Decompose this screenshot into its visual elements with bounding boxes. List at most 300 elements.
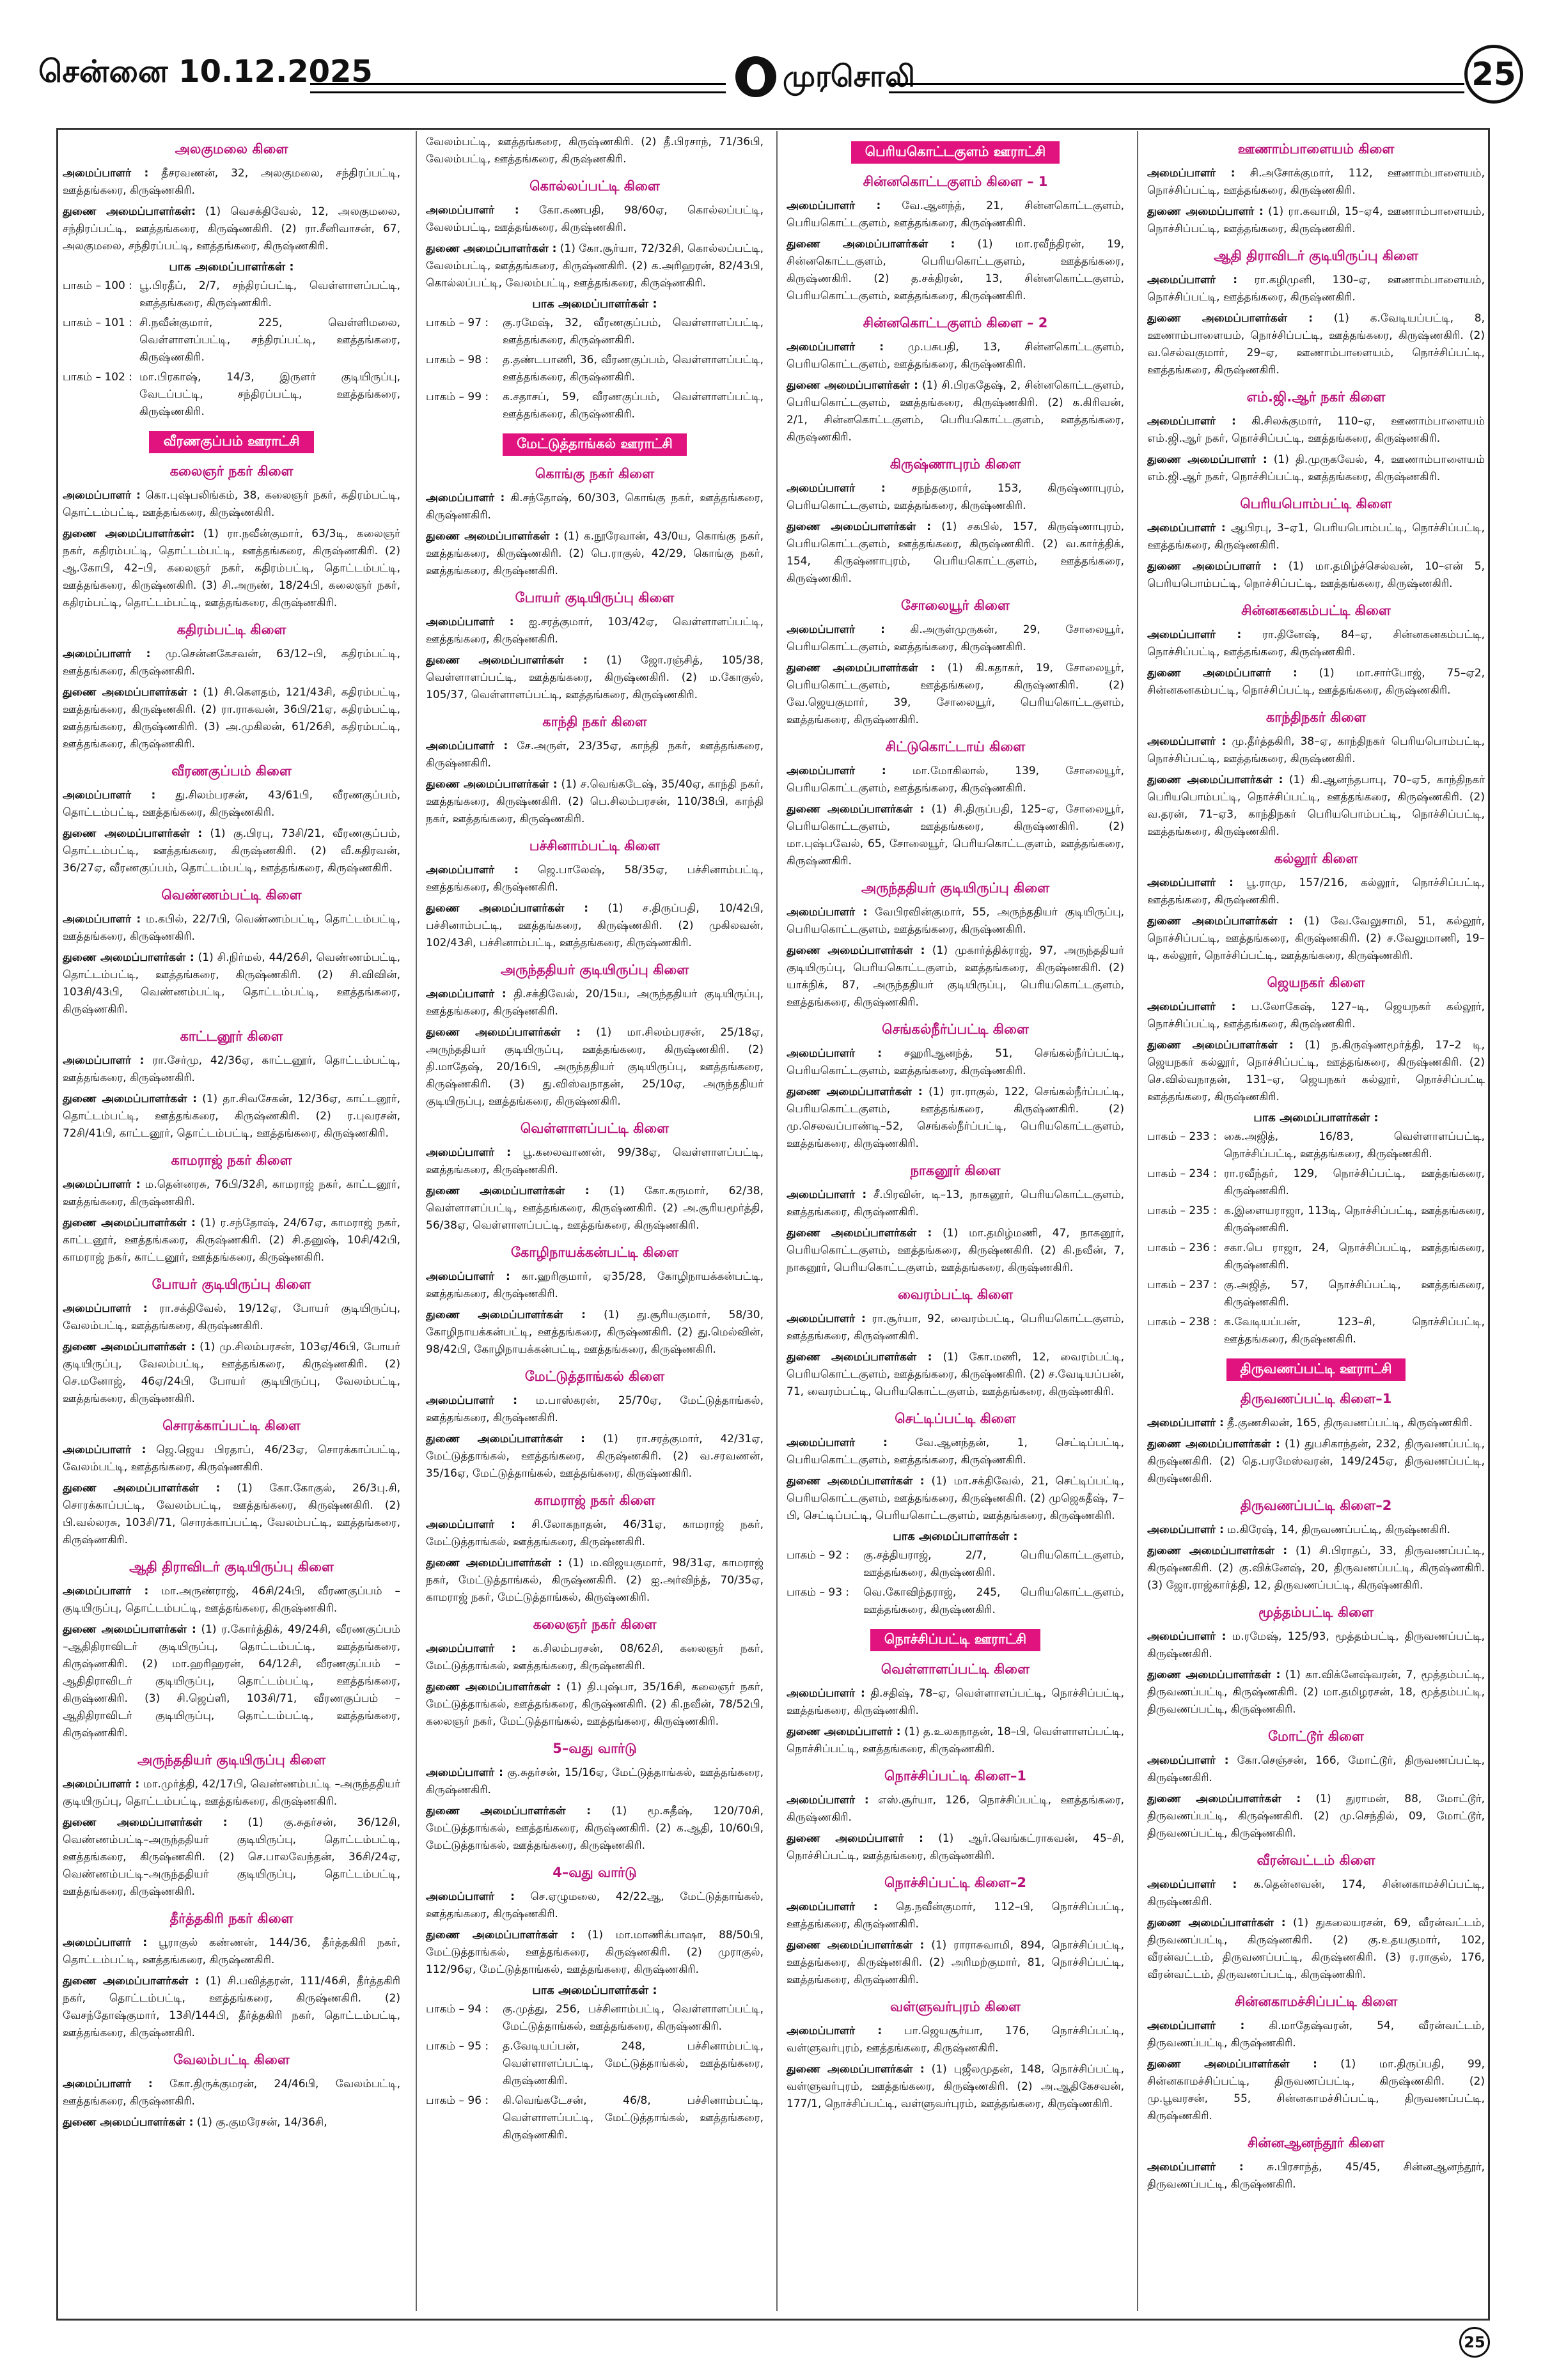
- organizer-entry: [787, 1937, 1124, 1989]
- organizer-details: (1) ந.கிருஷ்ணமூர்த்தி, 17–2 டி, ஜெயநகர் கல்லூர், நொச்சிப்பட்டி, ஊத்தங்கரை, கிருஷ்ணகிரி. (2) செ.வில்வநாதன், 131–ஏ, ஜெயநகர் கல்லூர், நொச்சிப்பட்டி ஊத்தங்கரை, கிருஷ்ணகிரி.: [1147, 1039, 1485, 1103]
- role-label: துணை அமைப்பாளர் :: [787, 1725, 901, 1738]
- organizer-details: தி.சக்திவேல், 20/15ய, அருந்ததியர் குடியிருப்பு, ஊத்தங்கரை, கிருஷ்ணகிரி.: [426, 988, 764, 1018]
- role-label: அமைப்பாளர் :: [63, 1302, 148, 1315]
- organizer-details: (1) கா.விக்னேஷ்வரன், 7, மூத்தம்பட்டி, திருவணப்பட்டி, கிருஷ்ணகிரி. (2) மா.தமிழரசன், 18, மூத்தம்பட்டி, திருவணப்பட்டி, கிருஷ்ணகிரி.: [1147, 1668, 1485, 1716]
- role-label: துணை அமைப்பாளர் :: [1147, 205, 1264, 218]
- organizer-entry: [63, 684, 400, 753]
- role-label: அமைப்பாளர் :: [1147, 522, 1226, 534]
- organizer-details: மு.தீர்த்தகிரி, 38–ஏ, காந்திநகர் பெரியபொம்பட்டி, நொச்சிப்பட்டி, ஊத்தங்கரை, கிருஷ்ணகிரி.: [1147, 735, 1485, 765]
- organizer-entry: [63, 165, 400, 199]
- organizer-entry: [1147, 520, 1485, 554]
- branch-heading: மேட்டுத்தாங்கல் கிளை: [524, 1369, 665, 1384]
- organizer-details: வேலம்பட்டி, ஊத்தங்கரை, கிருஷ்ணகிரி. (2) தீ.பிரசாந், 71/36பி, வேலம்பட்டி, ஊத்தங்கரை, கிருஷ்ணகிரி.: [426, 136, 764, 166]
- organizer-entry: [1147, 310, 1485, 379]
- role-label: அமைப்பாளர் :: [63, 913, 141, 926]
- organizer-details: (1) சி.பிராதப், 33, திருவணப்பட்டி, கிருஷ்ணகிரி. (2) கு.விக்னேஷ், 20, திருவணப்பட்டி, கிருஷ்ணகிரி. (3) ஜோ.ராஜ்கார்த்தி, 12, திருவணப்பட்டி, கிருஷ்ணகிரி.: [1147, 1544, 1485, 1592]
- column-divider: [776, 131, 778, 2311]
- booth-number: பாகம் – 238 :: [1147, 1316, 1217, 1328]
- organizer-entry: [1147, 1521, 1485, 1539]
- role-label: அமைப்பாளர் :: [426, 204, 519, 217]
- role-label: அமைப்பாளர் :: [1147, 167, 1235, 180]
- booth-organizer: த.தண்டபாணி, 36, வீரணகுப்பம், வெள்ளாளப்பட்டி, ஊத்தங்கரை, கிருஷ்ணகிரி.: [503, 354, 764, 384]
- role-label: அமைப்பாளர் :: [426, 1146, 511, 1159]
- branch-heading: சின்னகொட்டகுளம் கிளை – 2: [863, 315, 1048, 331]
- booth-number: பாகம் – 233 :: [1147, 1130, 1217, 1143]
- role-label: அமைப்பாளர் :: [1147, 2019, 1245, 2032]
- branch-heading: போயர் குடியிருப்பு கிளை: [152, 1277, 311, 1292]
- union-heading-wrap: [787, 141, 1124, 164]
- organizer-entry: [426, 1927, 764, 1979]
- branch-heading: வேலம்பட்டி கிளை: [173, 2052, 290, 2067]
- organizer-details: எஸ்.சூர்யா, 126, நொச்சிப்பட்டி, ஊத்தங்கரை, கிருஷ்ணகிரி.: [787, 1794, 1124, 1824]
- organizer-details: மு.சென்னகேசவன், 63/12–பி, கதிரம்பட்டி, ஊத்தங்கரை, கிருஷ்ணகிரி.: [63, 648, 400, 678]
- organizer-details: ஐ.சரத்குமார், 103/42ஏ, வெள்ளாளப்பட்டி, ஊத்தங்கரை, கிருஷ்ணகிரி.: [426, 616, 764, 646]
- booth-subheading: பாக அமைப்பாளர்கள் :: [1253, 1111, 1379, 1124]
- organizer-details: கி.மாதேஷ்வரன், 54, வீரன்வட்டம், திருவணப்பட்டி, கிருஷ்ணகிரி.: [1147, 2019, 1485, 2049]
- branch-heading: போயர் குடியிருப்பு கிளை: [515, 590, 675, 605]
- role-label: அமைப்பாளர் :: [426, 492, 505, 504]
- organizer-entry: [1147, 913, 1485, 965]
- organizer-details: (1) தா.சிவசேகன், 12/36ஏ, காட்டனூர், தொட்டம்பட்டி, ஊத்தங்கரை, கிருஷ்ணகிரி. (2) ர.புவரசன், 72சி/41பி, காட்டனூர், தொட்டம்பட்டி, ஊத்தங்கரை, கிருஷ்ணகிரி.: [63, 1093, 400, 1140]
- organizer-details: க.சிலம்பரசன், 08/62சி, கலைஞர் நகர், மேட்டுத்தாங்கல், ஊத்தங்கரை, கிருஷ்ணகிரி.: [426, 1642, 764, 1672]
- organizer-details: மா.முர்த்தி, 42/17பி, வெண்ணம்பட்டி –அருந்ததியர் குடியிருப்பு, தொட்டம்பட்டி, ஊத்தங்கரை, கிருஷ்ணகிரி.: [63, 1778, 400, 1808]
- role-label: அமைப்பாளர் :: [1147, 1878, 1237, 1891]
- branch-heading: வள்ளுவர்புரம் கிளை: [890, 1999, 1021, 2014]
- booth-number: பாகம் – 235 :: [1147, 1204, 1217, 1217]
- role-label: துணை அமைப்பாளர்கள் :: [1147, 1438, 1280, 1451]
- booth-organizer: கு.முத்து, 256, பச்சினாம்பட்டி, வெள்ளாளப்பட்டி, மேட்டுத்தாங்கல், ஊத்தங்கரை, கிருஷ்ணகிரி.: [503, 2003, 764, 2033]
- branch-heading: 5–வது வார்டு: [552, 1741, 637, 1756]
- role-label: அமைப்பாளர் :: [63, 789, 156, 802]
- organizer-entry: [787, 2023, 1124, 2057]
- masthead: [38, 45, 1516, 115]
- organizer-entry: [1147, 875, 1485, 909]
- booth-row: [63, 277, 400, 312]
- role-label: துணை அமைப்பாளர்கள் :: [63, 1975, 200, 1987]
- organizer-entry: [1147, 558, 1485, 593]
- branch-heading: அலகுமலை கிளை: [175, 141, 288, 157]
- organizer-details: ரா.சூர்யா, 92, வைரம்பட்டி, பெரியகொட்டகுளம், ஊத்தங்கரை, கிருஷ்ணகிரி.: [787, 1312, 1124, 1342]
- role-label: அமைப்பாளர் :: [1147, 415, 1236, 428]
- role-label: துணை அமைப்பாளர்கள் :: [787, 1227, 932, 1240]
- organizer-entry: [787, 236, 1124, 305]
- role-label: அமைப்பாளர் :: [63, 1054, 145, 1067]
- role-label: துணை அமைப்பாளர்கள் :: [426, 778, 558, 791]
- union-heading-wrap: [787, 1629, 1124, 1651]
- organizer-details: (1) ரா.ராகுல், 122, செங்கல்நீர்ப்பட்டி, பெரியகொட்டகுளம், ஊத்தங்கரை, கிருஷ்ணகிரி. (2) மு.செலவப்பாண்டி–52, செங்கல்நீர்ப்பட்டி, பெரியகொட்டகுளம், ஊத்தங்கரை, கிருஷ்ணகிரி.: [787, 1085, 1124, 1150]
- role-label: அமைப்பாளர் :: [63, 2078, 153, 2090]
- organizer-entry: [426, 1183, 764, 1234]
- organizer-details: (1) ராராசுவாமி, 894, நொச்சிப்பட்டி, ஊத்தங்கரை, கிருஷ்ணகிரி. (2) அரிமற்குமார், 81, நொச்சிப்பட்டி, ஊத்தங்கரை, கிருஷ்ணகிரி.: [787, 1939, 1124, 1986]
- booth-organizer: கு.சத்தியராஜ், 2/7, பெரியகொட்டகுளம், ஊத்தங்கரை, கிருஷ்ணகிரி.: [863, 1549, 1124, 1579]
- organizer-entry: [787, 763, 1124, 797]
- organizer-details: (1) கு.சுதர்சன், 36/12சி, வெண்ணம்பட்டி–அருந்ததியர் குடியிருப்பு, தொட்டம்பட்டி, ஊத்தங்கரை, கிருஷ்ணகிரி. (2) செ.பாலவேந்தன், 36சி/24ஏ, வெண்ணம்பட்டி–அருந்ததியர் குடியிருப்பு, தொட்டம்பட்டி, ஊத்தங்கரை, கிருஷ்ணகிரி.: [63, 1816, 400, 1898]
- organizer-entry: [1147, 733, 1485, 768]
- booth-number: பாகம் – 94 :: [426, 2003, 489, 2016]
- organizer-entry: [1147, 1037, 1485, 1106]
- booth-row: [426, 315, 764, 349]
- booth-row: [1147, 1202, 1485, 1237]
- organizer-entry: [1147, 772, 1485, 841]
- branch-heading: வெள்ளாளப்பட்டி கிளை: [520, 1121, 670, 1136]
- role-label: அமைப்பாளர் :: [1147, 1630, 1226, 1643]
- organizer-details: வேபிரவின்குமார், 55, அருந்ததியர் குடியிருப்பு, பெரியகொட்டகுளம், ஊத்தங்கரை, கிருஷ்ணகிரி.: [787, 906, 1124, 936]
- organizer-details: (1) மா.சிலம்பரசன், 25/18ஏ, அருந்ததியர் குடியிருப்பு, ஊத்தங்கரை, கிருஷ்ணகிரி. (2) தி.மாதேஷ், 20/16பி, அருந்ததியர் குடியிருப்பு, ஊத்தங்கரை, கிருஷ்ணகிரி. (3) து.விஸ்வநாதன், 25/10ஏ, அருந்ததியர் குடியிருப்பு, ஊத்தங்கரை, கிருஷ்ணகிரி.: [426, 1026, 764, 1108]
- column-divider: [1137, 131, 1138, 2311]
- branch-heading: வீரணகுப்பம் கிளை: [171, 763, 292, 779]
- organizer-details: க.தென்னவன், 174, சின்னகாமச்சிப்பட்டி, கிருஷ்ணகிரி.: [1147, 1878, 1485, 1908]
- branch-heading: 4–வது வார்டு: [552, 1865, 637, 1880]
- organizer-details: தெ.நவீன்குமார், 112–பி, நொச்சிப்பட்டி, ஊத்தங்கரை, கிருஷ்ணகிரி.: [787, 1901, 1124, 1931]
- organizer-details: (1) கி.கதாகர், 19, சோலையூர், பெரியகொட்டகுளம், ஊத்தங்கரை, கிருஷ்ணகிரி. (2) வே.ஜெயகுமார், 39, சோலையூர், பெரியகொட்டகுளம், ஊத்தங்கரை, கிருஷ்ணகிரி.: [787, 662, 1124, 726]
- role-label: அமைப்பாளர் :: [787, 2025, 882, 2037]
- role-label: துணை அமைப்பாளர்கள் :: [787, 379, 918, 392]
- branch-heading: காமராஜ் நகர் கிளை: [171, 1153, 292, 1168]
- organizer-entry: [63, 2076, 400, 2110]
- role-label: துணை அமைப்பாளர்கள் :: [63, 686, 198, 699]
- organizer-details: (1) துபசிகாந்தன், 232, திருவணப்பட்டி, கிருஷ்ணகிரி. (2) தெ.பரமேஸ்வரன், 149/245ஏ, திருவணப்பட்டி, கிருஷ்ணகிரி.: [1147, 1438, 1485, 1485]
- role-label: அமைப்பாளர் :: [63, 1443, 146, 1456]
- organizer-entry: [787, 339, 1124, 373]
- role-label: துணை அமைப்பாளர்கள் :: [787, 662, 936, 674]
- organizer-details: (1) துராமன், 88, மோட்டூர், திருவணப்பட்டி, கிருஷ்ணகிரி. (2) மு.செந்தில், 09, மோட்டூர், திருவணப்பட்டி, கிருஷ்ணகிரி.: [1147, 1793, 1485, 1840]
- role-label: அமைப்பாளர் :: [1147, 1000, 1236, 1013]
- organizer-details: ரா.கழிமுனி, 130–ஏ, ஊணாம்பாளையம், நொச்சிப்பட்டி, ஊத்தங்கரை, கிருஷ்ணகிரி.: [1147, 274, 1485, 304]
- organizer-details: (1) கோ.கோகுல், 26/3பு.சி, சொரக்காப்பட்டி, வேலம்பட்டி, ஊத்தங்கரை, கிருஷ்ணகிரி. (2) பி.வல்லரசு, 103சி/71, சொரக்காப்பட்டி, வேலம்பட்டி, ஊத்தங்கரை, கிருஷ்ணகிரி.: [63, 1482, 400, 1546]
- organizer-entry: [1147, 451, 1485, 486]
- organizer-details: (1) கோ.மணி, 12, வைரம்பட்டி, பெரியகொட்டகுளம், ஊத்தங்கரை, கிருஷ்ணகிரி. (2) ச.வேடியப்பன், 71, வைரம்பட்டி, பெரியகொட்டகுளம், ஊத்தங்கரை, கிருஷ்ணகிரி.: [787, 1351, 1124, 1398]
- role-label: அமைப்பாளர் :: [426, 988, 506, 1000]
- organizer-details: (1) மூ.சுதீஷ், 120/70சி, மேட்டுத்தாங்கல், ஊத்தங்கரை, கிருஷ்ணகிரி. (2) க.ஆதி, 10/60பி, மேட்டுத்தாங்கல், ஊத்தங்கரை, கிருஷ்ணகிரி.: [426, 1805, 764, 1852]
- organizer-entry: [787, 1723, 1124, 1758]
- organizer-details: (1) சகபில், 157, கிருஷ்ணாபுரம், பெரியகொட்டகுளம், ஊத்தங்கரை, கிருஷ்ணகிரி. (2) வ.கார்த்திக், 154, கிருஷ்ணாபுரம், பெரியகொட்டகுளம், ஊத்தங்கரை, கிருஷ்ணகிரி.: [787, 520, 1124, 585]
- role-label: அமைப்பாளர் :: [787, 906, 868, 919]
- organizer-details: ம.கிரேஷ், 14, திருவணப்பட்டி, கிருஷ்ணகிரி.: [1223, 1523, 1450, 1536]
- organizer-details: (1) கு.பிரபு, 73சி/21, வீரணகுப்பம், தொட்டம்பட்டி, ஊத்தங்கரை, கிருஷ்ணகிரி. (2) வீ.கதிரவன், 36/27ஏ, வீரணகுப்பம், தொட்டம்பட்டி, ஊத்தங்கரை, கிருஷ்ணகிரி.: [63, 827, 400, 875]
- booth-number: பாகம் – 99 :: [426, 391, 489, 403]
- role-label: அமைப்பாளர் :: [63, 167, 149, 180]
- booth-number: பாகம் – 100 :: [63, 279, 132, 292]
- organizer-details: (1) ரா.நவீன்குமார், 63/3டி, கலைஞர் நகர், கதிரம்பட்டி, தொட்டம்பட்டி, ஊத்தங்கரை, கிருஷ்ணகிரி. (2) ஆ.கோபி, 42–பி, கலைஞர் நகர், கதிரம்பட்டி, தொட்டம்பட்டி, ஊத்தங்கரை, கிருஷ்ணகிரி. (3) சி.அருண், 18/24பி, கலைஞர் நகர், கதிரம்பட்டி, தொட்டம்பட்டி, ஊத்தங்கரை, கிருஷ்ணகிரி.: [63, 527, 400, 609]
- organizer-entry: [63, 1776, 400, 1810]
- branch-heading: கொங்கு நகர் கிளை: [535, 466, 655, 481]
- organizer-details: கோ.கணபதி, 98/60ஏ, கொல்லப்பட்டி, வேலம்பட்டி, ஊத்தங்கரை, கிருஷ்ணகிரி.: [426, 204, 764, 234]
- booth-number: பாகம் – 236 :: [1147, 1241, 1217, 1254]
- organizer-details: பூராகுல் கண்ணன், 144/36, தீர்த்தகிரி நகர், தொட்டம்பட்டி, ஊத்தங்கரை, கிருஷ்ணகிரி.: [63, 1936, 400, 1966]
- organizer-entry: [426, 1431, 764, 1482]
- role-label: துணை அமைப்பாளர்கள் :: [426, 1805, 591, 1817]
- union-heading-wrap: [63, 431, 400, 453]
- role-label: துணை அமைப்பாளர்கள் :: [1147, 312, 1313, 325]
- branch-heading: காமராஜ் நகர் கிளை: [534, 1493, 655, 1508]
- organizer-entry: [426, 1268, 764, 1303]
- organizer-entry: [426, 614, 764, 648]
- branch-heading: செங்கல்நீர்ப்பட்டி கிளை: [882, 1022, 1029, 1037]
- organizer-details: தீசரவணன், 32, அலகுமலை, சந்திரப்பட்டி, ஊத்தங்கரை, கிருஷ்ணகிரி.: [63, 167, 400, 197]
- column-1: [63, 131, 400, 2311]
- role-label: துணை அமைப்பாளர் :: [1147, 453, 1267, 466]
- organizer-entry: [63, 1480, 400, 1549]
- organizer-entry: [787, 2061, 1124, 2113]
- role-label: துணை அமைப்பாளர்கள் :: [426, 1026, 581, 1039]
- organizer-entry: [63, 1934, 400, 1969]
- branch-heading: அருந்ததியர் குடியிருப்பு கிளை: [500, 962, 689, 977]
- booth-row: [426, 2001, 764, 2035]
- organizer-entry: [787, 1349, 1124, 1401]
- organizer-details: சு.பிரசாந்த், 45/45, சின்னஆனந்தூர், திருவணப்பட்டி, கிருஷ்ணகிரி.: [1147, 2161, 1485, 2191]
- organizer-entry: [787, 1435, 1124, 1469]
- organizer-entry: [1147, 203, 1485, 238]
- role-label: துணை அமைப்பாளர்கள் :: [787, 1085, 923, 1098]
- role-label: துணை அமைப்பாளர்கள் :: [1147, 915, 1293, 928]
- organizer-entry: [1147, 1915, 1485, 1984]
- organizer-entry: [1147, 165, 1485, 199]
- organizer-details: ஜெ.பாலேஷ், 58/35ஏ, பச்சினாம்பட்டி, ஊத்தங்கரை, கிருஷ்ணகிரி.: [426, 864, 764, 894]
- organizer-entry: [426, 1516, 764, 1551]
- role-label: துணை அமைப்பாளர்கள் :: [787, 803, 925, 816]
- organizer-entry: [787, 518, 1124, 587]
- booth-organizer: க.வேடியப்பன், 123–சி, நொச்சிப்பட்டி, ஊத்தங்கரை, கிருஷ்ணகிரி.: [1224, 1316, 1485, 1346]
- organizer-entry: [1147, 1667, 1485, 1718]
- branch-heading: கிருஷ்ணாபுரம் கிளை: [889, 456, 1021, 472]
- role-label: துணை அமைப்பாளர்கள் :: [426, 1309, 586, 1321]
- role-label: துணை அமைப்பாளர் :: [1147, 560, 1277, 573]
- organizer-details: பூ.கலைவாணன், 99/38ஏ, வெள்ளாளப்பட்டி, ஊத்தங்கரை, கிருஷ்ணகிரி.: [426, 1146, 764, 1176]
- organizer-details: (1) ரா.கவாமி, 15–ஏ4, ஊணாம்பாளையம், நொச்சிப்பட்டி, ஊத்தங்கரை, கிருஷ்ணகிரி.: [1147, 205, 1485, 235]
- booth-row: [1147, 1240, 1485, 1274]
- organizer-details: (1) மா.சார்போஜ், 75–ஏ2, சின்னகனகம்பட்டி, நொச்சிப்பட்டி, ஊத்தங்கரை, கிருஷ்ணகிரி.: [1147, 667, 1485, 697]
- role-label: துணை அமைப்பாளர்கள்:: [63, 527, 195, 540]
- organizer-details: ரா.தினேஷ், 84–ஏ, சின்னகனகம்பட்டி, நொச்சிப்பட்டி, ஊத்தங்கரை, கிருஷ்ணகிரி.: [1147, 628, 1485, 658]
- branch-heading: எம்.ஜி.ஆர் நகர் கிளை: [1246, 389, 1386, 405]
- branch-heading: சோலையூர் கிளை: [901, 598, 1010, 613]
- branch-heading: நொச்சிப்பட்டி கிளை–1: [884, 1768, 1026, 1784]
- booth-organizer: த.வேடியப்பன், 248, பச்சினாம்பட்டி, வெள்ளாளப்பட்டி, மேட்டுத்தாங்கல், ஊத்தங்கரை, கிருஷ்ணகிரி.: [503, 2040, 764, 2087]
- organizer-details: (1) க.நூரேவான், 43/0ய, கொங்கு நகர், ஊத்தங்கரை, கிருஷ்ணகிரி. (2) பெ.ராகுல், 42/29, கொங்கு நகர், ஊத்தங்கரை, கிருஷ்ணகிரி.: [426, 530, 764, 577]
- branch-heading: சொரக்காப்பட்டி கிளை: [162, 1418, 301, 1433]
- organizer-details: (1) மா.மாணிக்பாஷா, 88/50பி, மேட்டுத்தாங்கல், ஊத்தங்கரை, கிருஷ்ணகிரி. (2) முராகுல், 112/96ஏ, மேட்டுத்தாங்கல், ஊத்தங்கரை, கிருஷ்ணகிரி.: [426, 1929, 764, 1976]
- organizer-entry: [787, 904, 1124, 938]
- role-label: துணை அமைப்பாளர்கள் :: [787, 520, 932, 533]
- organizer-details: (1) ச.வெங்கடேஷ், 35/40ஏ, காந்தி நகர், ஊத்தங்கரை, கிருஷ்ணகிரி. (2) பெ.சிலம்பரசன், 110/38பி, காந்தி நகர், ஊத்தங்கரை, கிருஷ்ணகிரி.: [426, 778, 764, 825]
- role-label: அமைப்பாளர் :: [787, 1188, 867, 1201]
- organizer-entry: [426, 240, 764, 292]
- role-label: துணை அமைப்பாளர்கள் :: [63, 1341, 196, 1353]
- organizer-entry: [426, 1144, 764, 1179]
- branch-heading: தீர்த்தகிரி நகர் கிளை: [169, 1911, 294, 1926]
- organizer-entry: [1147, 413, 1485, 447]
- organizer-entry: [1147, 1876, 1485, 1911]
- role-label: அமைப்பாளர் :: [787, 1436, 888, 1449]
- booth-row: [426, 2092, 764, 2144]
- booth-number: பாகம் – 102 :: [63, 371, 132, 384]
- role-label: அமைப்பாளர் :: [1147, 1417, 1224, 1429]
- organizer-details: மா.அருண்ராஜ், 46சி/24பி, வீரணகுப்பம் –குடியிருப்பு, தொட்டம்பட்டி, ஊத்தங்கரை, கிருஷ்ணகிரி.: [63, 1585, 400, 1615]
- organizer-details: (1) மா.ரவீந்திரன், 19, சின்னகொட்டகுளம், பெரியகொட்டகுளம், ஊத்தங்கரை, கிருஷ்ணகிரி. (2) த.சக்திரன், 13, சின்னகொட்டகுளம், பெரியகொட்டகுளம், ஊத்தங்கரை, கிருஷ்ணகிரி.: [787, 238, 1124, 302]
- branch-heading: வீரன்வட்டம் கிளை: [1257, 1853, 1375, 1868]
- role-label: அமைப்பாளர் :: [63, 1778, 140, 1791]
- organizer-entry: [63, 1300, 400, 1335]
- organizer-entry: [787, 1045, 1124, 1080]
- branch-heading: கலைஞர் நகர் கிளை: [533, 1617, 657, 1632]
- booth-organizer: கை.அஜித், 16/83, வெள்ளாளப்பட்டி, நொச்சிப்பட்டி, ஊத்தங்கரை, கிருஷ்ணகிரி.: [1224, 1130, 1485, 1160]
- branch-heading: கோழிநாயக்கன்பட்டி கிளை: [510, 1245, 679, 1260]
- role-label: துணை அமைப்பாளர்கள் :: [1147, 2058, 1317, 2071]
- role-label: அமைப்பாளர் :: [63, 1585, 149, 1598]
- booth-number: பாகம் – 95 :: [426, 2040, 489, 2053]
- organizer-entry: [1147, 2056, 1485, 2125]
- organizer-details: (1) துகலையரசன், 69, வீரன்வட்டம், திருவணப்பட்டி, கிருஷ்ணகிரி. (2) கு.உதயகுமார், 102, வீரன்வட்டம், திருவணப்பட்டி, கிருஷ்ணகிரி. (3) ர.ராகுல், 176, வீரன்வட்டம், திருவணப்பட்டி, கிருஷ்ணகிரி.: [1147, 1917, 1485, 1981]
- branch-heading: சின்னகனகம்பட்டி கிளை: [1241, 603, 1391, 618]
- organizer-entry: [787, 1792, 1124, 1826]
- organizer-entry: [787, 660, 1124, 729]
- organizer-entry: [426, 1888, 764, 1923]
- role-label: துணை அமைப்பாளர்கள் :: [426, 1433, 585, 1445]
- role-label: துணை அமைப்பாளர்கள் :: [426, 654, 588, 667]
- branch-heading: கொல்லப்பட்டி கிளை: [529, 178, 660, 194]
- organizer-details: (1) த.உலகநாதன், 18–பி, வெள்ளாளப்பட்டி, நொச்சிப்பட்டி, ஊத்தங்கரை, கிருஷ்ணகிரி.: [787, 1725, 1124, 1755]
- branch-heading: திருவணப்பட்டி கிளை–1: [1240, 1391, 1392, 1406]
- role-label: அமைப்பாளர் :: [1147, 1523, 1224, 1536]
- role-label: அமைப்பாளர் :: [787, 1901, 878, 1913]
- organizer-entry: [63, 787, 400, 821]
- branch-heading: ஆதி திராவிடர் குடியிருப்பு கிளை: [1214, 248, 1418, 263]
- organizer-entry: [787, 1685, 1124, 1720]
- booth-organizer: க.இளையராஜா, 113டி, நொச்சிப்பட்டி, ஊத்தங்கரை, கிருஷ்ணகிரி.: [1224, 1204, 1485, 1234]
- branch-heading: வைரம்பட்டி கிளை: [897, 1287, 1014, 1302]
- booth-organizer: கு.அஜித், 57, நொச்சிப்பட்டி, ஊத்தங்கரை, கிருஷ்ணகிரி.: [1224, 1279, 1485, 1309]
- column-4: [1147, 131, 1485, 2311]
- organizer-entry: [787, 1830, 1124, 1865]
- role-label: துணை அமைப்பாளர்கள் :: [1147, 1668, 1281, 1681]
- role-label: துணை அமைப்பாளர்கள் :: [426, 1681, 561, 1693]
- organizer-details: கி.அருள்முருகன், 29, சோலையூர், பெரியகொட்டகுளம், ஊத்தங்கரை, கிருஷ்ணகிரி.: [787, 623, 1124, 653]
- role-label: துணை அமைப்பாளர்கள் :: [426, 1929, 576, 1941]
- organizer-entry: [426, 1307, 764, 1358]
- role-label: துணை அமைப்பாளர்கள் :: [63, 1217, 196, 1229]
- branch-heading: நாகனூர் கிளை: [910, 1163, 1001, 1178]
- role-label: அமைப்பாளர் :: [426, 1270, 510, 1283]
- organizer-entry: [63, 525, 400, 612]
- organizer-details: செ.ஏழுமலை, 42/22ஆ, மேட்டுத்தாங்கல், ஊத்தங்கரை, கிருஷ்ணகிரி.: [426, 1890, 764, 1920]
- booth-organizer: சி.நவீன்குமார், 225, வெள்ளிமலை, வெள்ளாளப்பட்டி, சந்திரப்பட்டி, ஊத்தங்கரை, கிருஷ்ணகிரி.: [139, 316, 400, 364]
- organizer-entry: [63, 1091, 400, 1142]
- organizer-details: (1) கு.குமரேசன், 14/36சி,: [193, 2116, 327, 2129]
- organizer-entry: [787, 801, 1124, 870]
- organizer-entry: [1147, 1415, 1485, 1432]
- organizer-details: ஜெ.ஜெய பிரதாப், 46/23ஏ, சொரக்காப்பட்டி, வேலம்பட்டி, ஊத்தங்கரை, கிருஷ்ணகிரி.: [63, 1443, 400, 1474]
- role-label: அமைப்பாளர் :: [1147, 628, 1242, 641]
- booth-row: [1147, 1128, 1485, 1163]
- organizer-entry: [426, 490, 764, 524]
- organizer-details: (1) தி.முருகவேல், 4, ஊணாம்பாளையம் எம்.ஜி.ஆர் நகர், நொச்சிப்பட்டி, ஊத்தங்கரை, கிருஷ்ணகிரி.: [1147, 453, 1485, 483]
- role-label: துணை அமைப்பாளர்கள் :: [787, 1939, 925, 1952]
- organizer-entry: [63, 1215, 400, 1266]
- masthead-rule-left: [310, 83, 726, 93]
- organizer-entry: [787, 1186, 1124, 1221]
- organizer-entry: [787, 1084, 1124, 1153]
- booth-organizer: வெ.கோவிந்தராஜ், 245, பெரியகொட்டகுளம், ஊத்தங்கரை, கிருஷ்ணகிரி.: [863, 1586, 1124, 1616]
- organizer-entry: [1147, 665, 1485, 699]
- role-label: துணை அமைப்பாளர்கள் :: [787, 238, 955, 251]
- booth-row: [63, 369, 400, 421]
- role-label: அமைப்பாளர் :: [787, 623, 885, 636]
- role-label: அமைப்பாளர் :: [426, 616, 514, 628]
- booth-number: பாகம் – 237 :: [1147, 1279, 1217, 1291]
- organizer-details: பா.ஜெயசூர்யா, 176, நொச்சிப்பட்டி, வள்ளுவர்புரம், ஊத்தங்கரை, கிருஷ்ணகிரி.: [787, 2025, 1124, 2055]
- organizer-entry: [426, 738, 764, 772]
- organizer-details: தீ.குணசிலன், 165, திருவணப்பட்டி, கிருஷ்ணகிரி.: [1223, 1417, 1473, 1429]
- booth-organizer: பூ.பிரதீப், 2/7, சந்திரப்பட்டி, வெள்ளாளப்பட்டி, ஊத்தங்கரை, கிருஷ்ணகிரி.: [139, 279, 400, 309]
- organizer-details: (1) முகார்த்திக்ராஜ், 97, அருந்ததியர் குடியிருப்பு, பெரியகொட்டகுளம், ஊத்தங்கரை, கிருஷ்ணகிரி. (2) யாக்நிக், 87, அருந்ததியர் குடியிருப்பு, பெரியகொட்டகுளம், ஊத்தங்கரை, கிருஷ்ணகிரி.: [787, 944, 1124, 1009]
- organizer-entry: [63, 1973, 400, 2042]
- organizer-entry: [63, 1176, 400, 1211]
- organizer-details: கா.ஹரிகுமார், ஏ35/28, கோழிநாயக்கன்பட்டி, ஊத்தங்கரை, கிருஷ்ணகிரி.: [426, 1270, 764, 1300]
- booth-organizer: மா.பிரகாஷ், 14/3, இருளர் குடியிருப்பு, வேடப்பட்டி, சந்திரப்பட்டி, ஊத்தங்கரை, கிருஷ்ணகிரி.: [139, 371, 400, 418]
- organizer-details: வே.ஆனந்த், 21, சின்னகொட்டகுளம், பெரியகொட்டகுளம், ஊத்தங்கரை, கிருஷ்ணகிரி.: [787, 199, 1124, 229]
- role-label: அமைப்பாளர் :: [426, 1890, 515, 1903]
- union-heading-wrap: [426, 433, 764, 456]
- branch-heading: கல்லூர் கிளை: [1274, 851, 1358, 866]
- organizer-details: (1) சி.நிர்மல், 44/26சி, வெண்ணம்பட்டி, தொட்டம்பட்டி, ஊத்தங்கரை, கிருஷ்ணகிரி. (2) சி.விவின், 103சி/43பி, வெண்ணம்பட்டி, தொட்டம்பட்டி, ஊத்தங்கரை, கிருஷ்ணகிரி.: [63, 951, 400, 1016]
- organizer-entry: [1147, 1543, 1485, 1594]
- branch-heading: சின்னகாமச்சிப்பட்டி கிளை: [1234, 1994, 1398, 2009]
- organizer-details: சீ.பிரவின், டி–13, நாகனூர், பெரியகொட்டகுளம், ஊத்தங்கரை, கிருஷ்ணகிரி.: [787, 1188, 1124, 1218]
- role-label: துணை அமைப்பாளர்கள் :: [787, 2063, 925, 2076]
- role-label: அமைப்பாளர் :: [1147, 274, 1238, 286]
- organizer-details: கி.சந்தோஷ், 60/303, கொங்கு நகர், ஊத்தங்கரை, கிருஷ்ணகிரி.: [426, 492, 764, 522]
- organizer-entry: [63, 2114, 400, 2131]
- role-label: துணை அமைப்பாளர் :: [1147, 667, 1297, 680]
- organizer-details: (1) மா.தமிழ்மணி, 47, நாகனூர், பெரியகொட்டகுளம், ஊத்தங்கரை, கிருஷ்ணகிரி. (2) கி.நவீன், 7, நாகனூர், பெரியகொட்டகுளம், ஊத்தங்கரை, கிருஷ்ணகிரி.: [787, 1227, 1124, 1274]
- organizer-entry: [787, 1311, 1124, 1345]
- footer-page-number: 25: [1459, 2327, 1490, 2358]
- masthead-date: சென்னை 10.12.2025: [38, 54, 373, 89]
- organizer-details: கொ.புஷ்பலிங்கம், 38, கலைஞர் நகர், கதிரம்பட்டி, தொட்டம்பட்டி, ஊத்தங்கரை, கிருஷ்ணகிரி.: [63, 489, 400, 519]
- organizer-entry: [426, 986, 764, 1020]
- branch-heading: சின்னஆனந்தூர் கிளை: [1247, 2135, 1384, 2151]
- booth-subheading: பாக அமைப்பாளர்கள் :: [532, 297, 657, 311]
- organizer-entry: [1147, 272, 1485, 306]
- organizer-entry: [63, 1339, 400, 1408]
- organizer-entry: [426, 1555, 764, 1606]
- booth-number: பாகம் – 234 :: [1147, 1167, 1217, 1180]
- branch-heading: கலைஞர் நகர் கிளை: [169, 463, 294, 479]
- booth-subheading: பாக அமைப்பாளர்கள் :: [893, 1530, 1018, 1543]
- booth-organizer: சகா.பெ ராஜா, 24, நொச்சிப்பட்டி, ஊத்தங்கரை, கிருஷ்ணகிரி.: [1224, 1241, 1485, 1272]
- role-label: துணை அமைப்பாளர்கள் :: [426, 902, 589, 915]
- organizer-details: ம.ரமேஷ், 125/93, மூத்தம்பட்டி, திருவணப்பட்டி, கிருஷ்ணகிரி.: [1147, 1630, 1485, 1660]
- organizer-entry: [63, 203, 400, 255]
- organizer-details: சி.அசோக்குமார், 112, ஊணாம்பாளையம், நொச்சிப்பட்டி, ஊத்தங்கரை, கிருஷ்ணகிரி.: [1147, 167, 1485, 197]
- role-label: அமைப்பாளர் :: [787, 1687, 865, 1700]
- organizer-entry: [63, 1052, 400, 1087]
- union-heading: மேட்டுத்தாங்கல் ஊராட்சி: [503, 433, 687, 456]
- booth-organizer: ரா.ரவீந்தர், 129, நொச்சிப்பட்டி, ஊத்தங்கரை, கிருஷ்ணகிரி.: [1224, 1167, 1485, 1197]
- organizer-entry: [787, 942, 1124, 1011]
- role-label: துணை அமைப்பாளர்கள் :: [1147, 1793, 1301, 1805]
- role-label: துணை அமைப்பாளர்கள் :: [426, 1557, 563, 1569]
- organizer-details: (1) ம.விஜயகுமார், 98/31ஏ, காமராஜ் நகர், மேட்டுத்தாங்கல், கிருஷ்ணகிரி. (2) ஐ.அர்விந்த், 70/35ஏ, காமராஜ் நகர், மேட்டுத்தாங்கல், கிருஷ்ணகிரி.: [426, 1557, 764, 1604]
- column-divider: [416, 131, 417, 2311]
- organizer-details: மா.மோகிலால், 139, சோலையூர், பெரியகொட்டகுளம், ஊத்தங்கரை, கிருஷ்ணகிரி.: [787, 765, 1124, 795]
- role-label: துணை அமைப்பாளர்கள் :: [1147, 1917, 1286, 1929]
- role-label: துணை அமைப்பாளர்கள் :: [1147, 774, 1283, 786]
- role-label: துணை அமைப்பாளர்கள் :: [787, 1475, 925, 1488]
- organizer-entry: [426, 134, 764, 168]
- booth-row: [63, 315, 400, 366]
- role-label: அமைப்பாளர் :: [787, 341, 884, 354]
